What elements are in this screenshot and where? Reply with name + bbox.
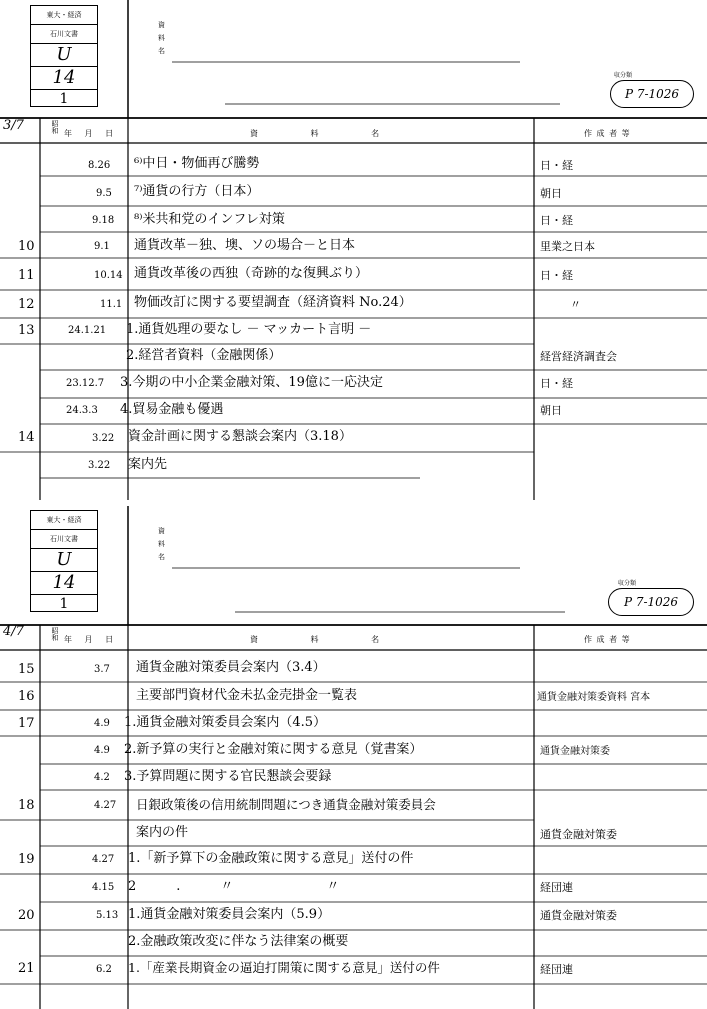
row-date: 4.9: [94, 745, 110, 756]
row-number: 13: [18, 323, 35, 338]
row-title: ⁸⁾米共和党のインフレ対策: [134, 212, 285, 227]
row-date: 4.2: [94, 772, 110, 783]
catalog-label: 収分類: [618, 580, 637, 587]
sheet-number: 3/7: [3, 118, 24, 133]
row-date: 5.13: [96, 910, 119, 921]
row-title: 通貨改革後の西独（奇跡的な復興ぶり）: [134, 266, 369, 281]
title-char-1: 資: [158, 21, 165, 29]
row-producer: 日・経: [540, 269, 573, 282]
row-producer: 通貨金融対策委: [540, 909, 617, 922]
label-university: 東大・経済: [31, 511, 97, 530]
row-producer: 朝日: [540, 404, 562, 417]
label-folder-no: 1: [59, 91, 69, 107]
row-number: 21: [18, 961, 35, 976]
row-date: 3.22: [92, 433, 115, 444]
header-date: 年 月 日: [64, 129, 114, 138]
row-date: 8.26: [88, 160, 111, 171]
row-producer: 日・経: [540, 214, 573, 227]
row-title: 資金計画に関する懇談会案内（3.18）: [128, 429, 352, 444]
label-box-no: 14: [31, 67, 97, 90]
row-number: 12: [18, 297, 35, 312]
row-number: 10: [18, 239, 35, 254]
catalog-label: 収分類: [614, 72, 633, 79]
row-number: 17: [18, 716, 35, 731]
row-producer: 通貨金融対策委資料 宮本: [537, 692, 651, 703]
label-series: U: [31, 549, 97, 572]
archive-label-box: [30, 510, 98, 612]
row-title: ⁶⁾中日・物価再び騰勢: [134, 156, 260, 171]
row-title: 3.予算問題に関する官民懇談会要録: [124, 769, 332, 784]
row-title: 1.通貨金融対策委員会案内（4.5）: [124, 715, 327, 730]
sheet-number: 4/7: [3, 624, 24, 639]
row-title: 4.貿易金融も優遇: [120, 402, 224, 417]
header-date: 年 月 日: [64, 635, 114, 644]
header-era: 昭和: [51, 627, 59, 641]
label-box-no: 14: [31, 572, 97, 595]
catalog-number-stamp: P 7-1026: [610, 80, 694, 108]
row-producer: 朝日: [540, 187, 562, 200]
row-producer: 日・経: [540, 159, 573, 172]
row-producer: 日・経: [540, 377, 573, 390]
row-title: 主要部門資材代金未払金売掛金一覧表: [136, 688, 358, 703]
row-producer: 経団連: [540, 881, 573, 894]
row-number: 18: [18, 798, 35, 813]
row-date: 4.27: [92, 854, 115, 865]
header-era: 昭和: [51, 120, 59, 134]
row-producer: 通貨金融対策委: [540, 828, 617, 841]
title-char-3: 名: [158, 47, 165, 55]
row-title: 日銀政策後の信用統制問題につき通貨金融対策委員会: [136, 797, 436, 812]
row-date: 4.15: [92, 882, 115, 893]
row-producer: 通貨金融対策委: [540, 746, 610, 757]
row-title: ⁷⁾通貨の行方（日本）: [134, 184, 260, 199]
row-title: 2.経営者資料（金融関係）: [126, 348, 282, 363]
row-title: 2.新予算の実行と金融対策に関する意見（覚書案）: [124, 742, 423, 757]
row-date: 3.22: [88, 460, 111, 471]
label-series: U: [31, 44, 97, 67]
row-date: 24.3.3: [66, 405, 98, 416]
row-number: 11: [18, 268, 35, 283]
header-producer: 作 成 者 等: [584, 635, 630, 644]
title-char-3: 名: [158, 553, 165, 561]
row-date: 9.18: [92, 215, 115, 226]
row-title: 1.通貨処理の要なし － マッカート言明 －: [126, 322, 372, 337]
label-folder-no: 1: [59, 596, 69, 612]
row-date: 4.27: [94, 800, 117, 811]
label-collection: 石川文書: [31, 25, 97, 44]
row-date: 11.1: [100, 299, 123, 310]
row-title: 通貨改革－独、墺、ソの場合－と日本: [134, 238, 356, 253]
row-title: 案内先: [128, 457, 168, 472]
row-number: 20: [18, 908, 35, 923]
title-char-1: 資: [158, 527, 165, 535]
row-date: 9.5: [96, 188, 112, 199]
row-producer: 経営経済調査会: [540, 350, 617, 363]
row-number: 19: [18, 852, 35, 867]
row-producer: 〃: [570, 298, 581, 311]
catalog-number-stamp: P 7-1026: [608, 588, 694, 616]
row-title: 案内の件: [136, 825, 189, 840]
row-date: 4.9: [94, 718, 110, 729]
row-title: 通貨金融対策委員会案内（3.4）: [136, 660, 326, 675]
row-title: 1.「新予算下の金融政策に関する意見」送付の件: [128, 851, 414, 866]
title-char-2: 料: [158, 540, 165, 548]
row-title: 2.金融政策改変に伴なう法律案の概要: [128, 934, 349, 949]
row-title: 3.今期の中小企業金融対策、19億に一応決定: [120, 375, 383, 390]
archive-label-box: [30, 5, 98, 107]
header-title: 資 料 名: [250, 129, 380, 138]
label-collection: 石川文書: [31, 530, 97, 549]
row-title: 1.「産業長期資金の逼迫打開策に関する意見」送付の件: [128, 960, 440, 975]
row-producer: 里業之日本: [540, 240, 595, 253]
row-producer: 経団連: [540, 963, 573, 976]
row-title: 1.通貨金融対策委員会案内（5.9）: [128, 907, 331, 922]
row-date: 24.1.21: [68, 325, 107, 336]
row-date: 3.7: [94, 664, 110, 675]
row-date: 23.12.7: [66, 378, 105, 389]
label-university: 東大・経済: [31, 6, 97, 25]
row-number: 16: [18, 689, 35, 704]
row-number: 15: [18, 662, 35, 677]
title-char-2: 料: [158, 34, 165, 42]
header-producer: 作 成 者 等: [584, 129, 630, 138]
row-title: 物価改訂に関する要望調査（経済資料 No.24）: [134, 295, 412, 310]
header-title: 資 料 名: [250, 635, 380, 644]
row-number: 14: [18, 430, 35, 445]
row-date: 10.14: [94, 270, 123, 281]
row-title: 2.〃 〃: [128, 879, 380, 894]
row-date: 9.1: [94, 241, 110, 252]
row-date: 6.2: [96, 964, 112, 975]
